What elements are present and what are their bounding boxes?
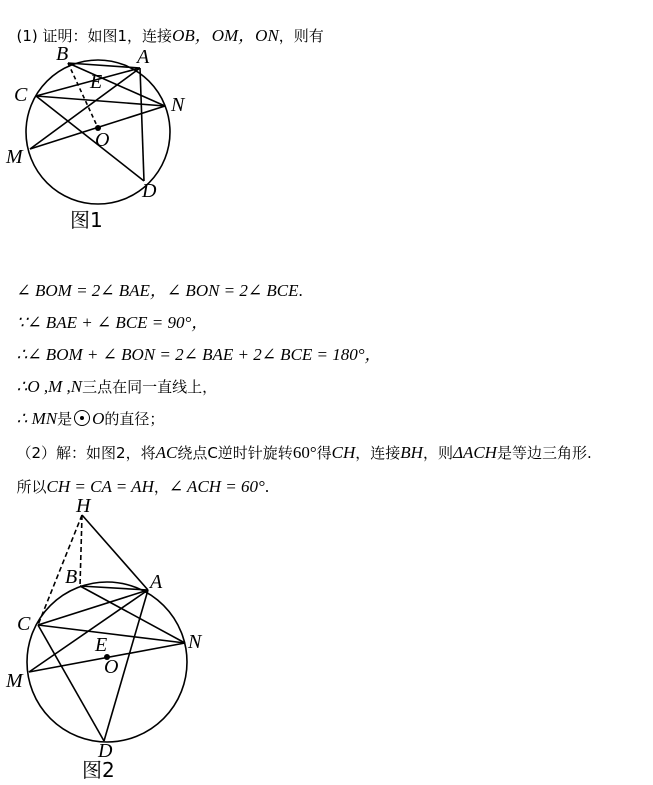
- equation-1-period: .: [298, 281, 303, 300]
- equation-5-text: 的直径；: [104, 410, 165, 428]
- equation-3: ∴∠ BOM + ∠ BON = 2∠ BAE + 2∠ BCE = 180°，: [16, 345, 382, 364]
- part2-angle-ach: ∠ ACH = 60°: [168, 477, 265, 496]
- equation-2: ∵∠ BAE + ∠ BCE = 90°，: [16, 313, 209, 332]
- fig2-segment-cn: [38, 625, 185, 643]
- equation-5-o: O: [92, 409, 105, 428]
- equation-4-text: 三点在同一直线上，: [82, 378, 218, 396]
- fig1-label-o: O: [95, 129, 110, 151]
- part2-triangle: ΔACH: [452, 443, 497, 462]
- fig1-segment-ma: [30, 68, 140, 149]
- fig2-label-b: B: [65, 566, 78, 588]
- fig2-label-h: H: [76, 495, 91, 517]
- fig1-label-m: M: [6, 146, 23, 168]
- fig2-caption: 图2: [82, 758, 115, 782]
- figure-2: [0, 485, 653, 785]
- fig2-segment-ma: [29, 590, 148, 672]
- fig2-segment-hb: [80, 515, 82, 586]
- equation-1: ∠ BOM = 2∠ BAE，∠ BON = 2∠ BCE: [16, 281, 299, 300]
- fig2-label-o: O: [104, 656, 119, 678]
- equation-5-mn: ∴ MN: [16, 409, 58, 428]
- part2-text-i: ，则: [422, 444, 453, 462]
- part2-ac: AC: [155, 443, 178, 462]
- fig2-segment-ha: [82, 515, 148, 590]
- fig1-label-n: N: [171, 94, 185, 116]
- figure-1: [0, 35, 653, 275]
- proof-intro-segments: OB，OM，ON: [172, 26, 279, 45]
- fig1-segment-ad: [140, 68, 144, 181]
- part2-so: 所以: [16, 478, 47, 496]
- part2-text-c: 绕点C逆时针旋转: [177, 444, 293, 462]
- fig2-label-e: E: [95, 634, 108, 656]
- part2-text-a: （2）解：如图2，将: [16, 444, 156, 462]
- part2-text-g: ，连接: [355, 444, 401, 462]
- fig1-label-c: C: [14, 84, 28, 106]
- proof-intro-suffix: ，则有: [278, 27, 324, 45]
- fig2-label-d: D: [98, 740, 113, 762]
- fig2-label-n: N: [188, 631, 202, 653]
- fig1-label-d: D: [142, 180, 157, 202]
- part2-equal-sides: CH = CA = AH: [46, 477, 154, 496]
- part2-text-e: 得: [316, 444, 332, 462]
- part2-period: .: [264, 477, 270, 496]
- part2-angle: 60°: [292, 443, 317, 462]
- fig2-label-c: C: [17, 613, 31, 635]
- fig2-label-m: M: [6, 670, 23, 692]
- part2-text-k: 是等边三角形.: [496, 444, 592, 462]
- fig1-segment-cd: [36, 96, 144, 181]
- fig1-label-a: A: [137, 46, 150, 68]
- equation-4-points: ∴O ,M ,N: [16, 377, 83, 396]
- fig1-caption: 图1: [70, 208, 103, 232]
- part2-ch: CH: [331, 443, 356, 462]
- fig2-segment-ca: [38, 590, 148, 625]
- fig2-label-a: A: [150, 571, 163, 593]
- part2-comma: ，: [153, 478, 169, 496]
- fig1-label-b: B: [56, 43, 69, 65]
- equation-5-is: 是: [57, 410, 73, 428]
- fig1-label-e: E: [90, 71, 103, 93]
- proof-intro-text: (1) 证明：如图1，连接: [16, 27, 173, 45]
- part2-bh: BH: [400, 443, 423, 462]
